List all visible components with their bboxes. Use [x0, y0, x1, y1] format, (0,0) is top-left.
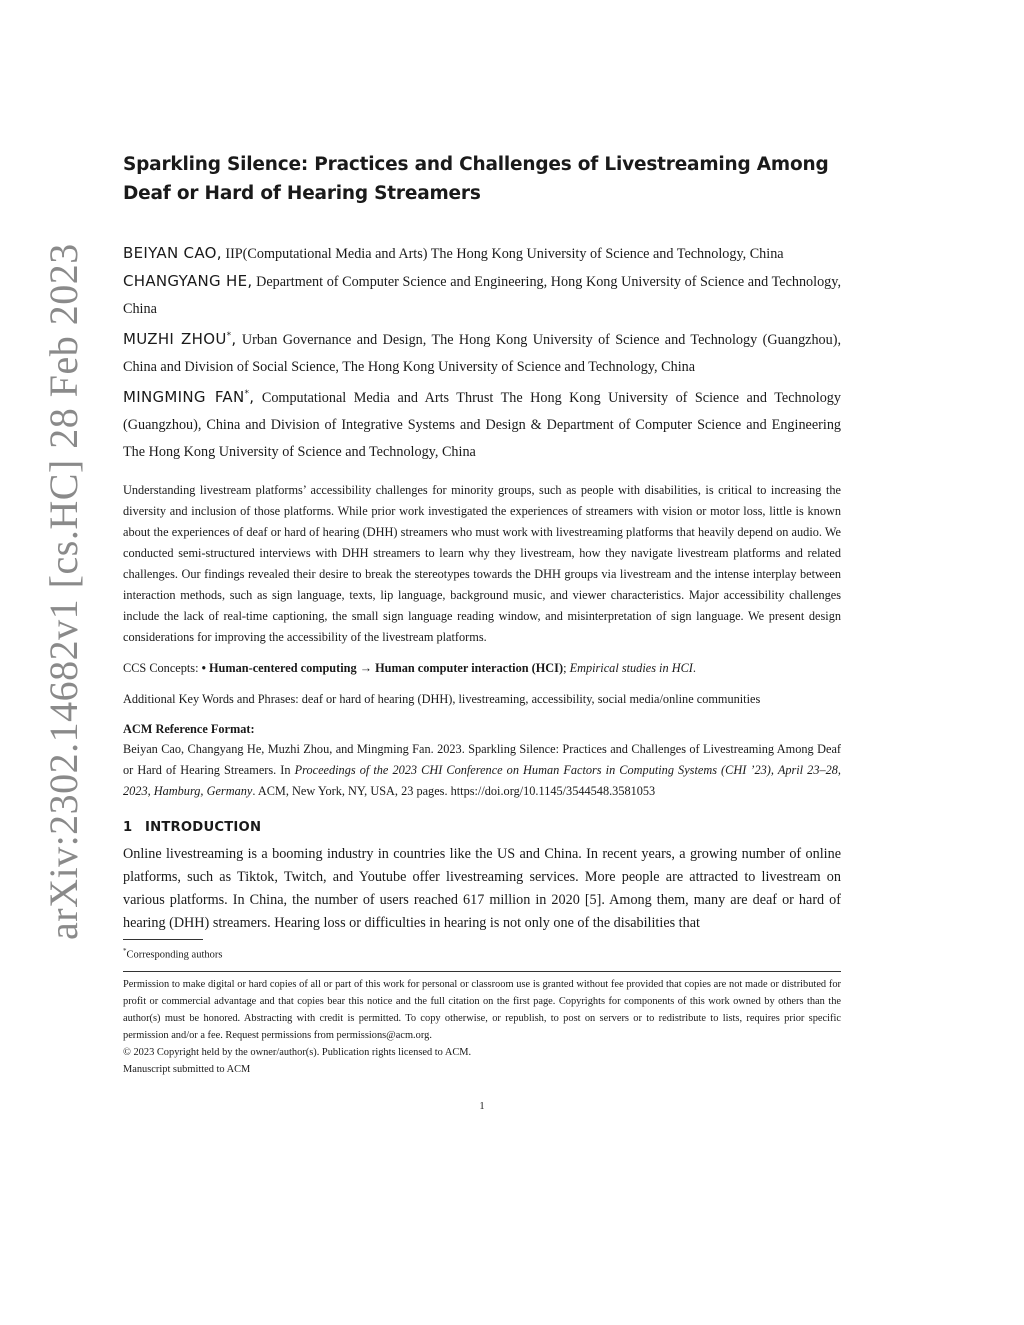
manuscript-note: Manuscript submitted to ACM	[123, 1063, 251, 1075]
ccs-end: .	[692, 661, 696, 675]
footnote	[123, 943, 841, 964]
section-number: 1	[123, 820, 133, 835]
page-number: 1	[479, 1101, 485, 1112]
author-entry	[123, 323, 841, 381]
corresponding-mark: *	[244, 389, 250, 399]
reference-publisher: . ACM, New York, NY, USA, 23 pages. https://doi.org/10.1145/3544548.3581053	[252, 784, 656, 798]
acm-reference-heading: ACM Reference Format:	[123, 722, 255, 736]
ccs-arrow: →	[359, 661, 373, 675]
arxiv-identifier: arXiv:2302.14682v1 [cs.HC] 28 Feb 2023	[41, 243, 86, 940]
author-name-text: MUZHI ZHOU	[123, 330, 227, 348]
footnote-divider	[123, 939, 203, 940]
introduction-paragraph: Online livestreaming is a booming industry in countries like the US and China. In recent years, a growing number of online platforms, such as Tiktok, Twitch, and Youtube offer livestreaming services. More people are attracted to livestream on various platforms. In China, the number of users reached 617 million in 2020 [5]. Among them, many are deaf or hard of hearing (DHH) streamers. Hearing loss or difficulties in hearing is not only one of the disabilities that	[123, 846, 841, 931]
ccs-term: Empirical studies in HCI	[569, 661, 693, 675]
ccs-concepts	[123, 658, 841, 679]
author-name: BEIYAN CAO,	[123, 244, 222, 262]
author-affiliation: IIP(Computational Media and Arts) The Hong Kong University of Science and Technology, China	[225, 246, 784, 262]
author-list	[123, 240, 841, 466]
permission-divider	[123, 971, 841, 972]
ccs-term: Human-centered computing	[208, 661, 357, 675]
paper-title: Sparkling Silence: Practices and Challenges of Livestreaming Among Deaf or Hard of Hearing Streamers	[123, 154, 829, 204]
author-name: MINGMING FAN*,	[123, 388, 255, 406]
corresponding-mark: *	[226, 331, 232, 341]
acm-reference-text	[123, 739, 841, 802]
author-affiliation: Urban Governance and Design, The Hong Kong University of Science and Technology (Guangzhou), China and Division of Social Science, The Hong Kong University of Science and Technology, China	[123, 332, 842, 375]
permission-notice: Permission to make digital or hard copies of all or part of this work for personal or classroom use is granted without fee provided that copies are not made or distributed for profit or commercial advantage and that copies bear this notice and the full citation on the first page. Copyrights for components of this work owned by others than the author(s) must be honored. Abstracting with credit is permitted. To copy otherwise, or republish, to post on servers or to redistribute to lists, requires prior specific permission and/or a fee. Request permissions from permissions@acm.org.	[123, 978, 841, 1041]
author-entry	[123, 381, 841, 466]
ccs-term: Human computer interaction (HCI)	[375, 661, 564, 675]
reference-authors: Beiyan Cao, Changyang He, Muzhi Zhou, and Mingming Fan. 2023. Sparkling Silence: Practices and Challenges of Livestreaming Among Deaf or Hard of Hearing Streamers. In	[123, 742, 841, 777]
ccs-label: CCS Concepts:	[123, 661, 199, 675]
section-title: INTRODUCTION	[145, 820, 262, 835]
author-affiliation: Computational Media and Arts Thrust The Hong Kong University of Science and Technology (Guangzhou), China and Division of Integrative Systems and Design & Department of Computer Science and Engineering The Hong Kong University of Science and Technology, China	[123, 390, 841, 460]
footnote-text: Corresponding authors	[126, 949, 223, 961]
copyright-notice: © 2023 Copyright held by the owner/author(s). Publication rights licensed to ACM.	[123, 1046, 472, 1058]
keywords: Additional Key Words and Phrases: deaf or hard of hearing (DHH), livestreaming, accessibility, social media/online communities	[123, 692, 761, 706]
author-name-text: MINGMING FAN	[123, 388, 245, 406]
author-entry	[123, 268, 841, 323]
author-name: MUZHI ZHOU*,	[123, 330, 237, 348]
ccs-bullet: •	[201, 661, 206, 675]
paper-content	[123, 150, 841, 1078]
reference-venue: Proceedings of the 2023 CHI Conference on Human Factors in Computing Systems (CHI ’23), April 23–28, 2023, Hamburg, Germany	[123, 763, 841, 798]
author-affiliation: Department of Computer Science and Engineering, Hong Kong University of Science and Technology, China	[123, 274, 841, 317]
section-heading	[123, 820, 841, 835]
abstract: Understanding livestream platforms’ accessibility challenges for minority groups, such as people with disabilities, is critical to increasing the diversity and inclusion of those platforms. While prior work investigated the experiences of streamers with vision or motor loss, little is known about the experiences of deaf or hard of hearing (DHH) streamers who must work with livestreaming platforms that heavily depend on audio. We conducted semi-structured interviews with DHH streamers to learn why they livestream, how they navigate livestream platforms and related challenges. Our findings revealed their desire to break the stereotypes towards the DHH groups via livestream and the intense interplay between interaction methods, such as sign language, texts, lip language, background music, and viewer characteristics. Major accessibility challenges include the lack of real-time captioning, the small sign language reading window, and misinterpretation of sign language. We present design considerations for improving the accessibility of the livestream platforms.	[123, 483, 841, 644]
ccs-separator: ;	[563, 661, 567, 675]
author-name: CHANGYANG HE,	[123, 272, 253, 290]
author-entry	[123, 240, 841, 268]
footnote-mark: *	[123, 947, 127, 955]
